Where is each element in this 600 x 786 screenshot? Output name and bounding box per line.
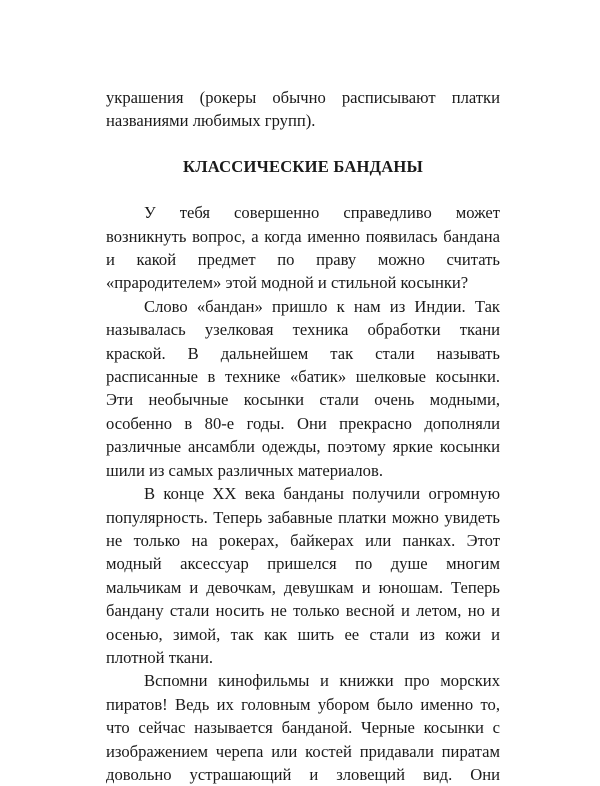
intro-paragraph: украшения (рокеры обычно расписывают платки названиями любимых групп). (106, 88, 500, 131)
paragraph-3: В конце XX века банданы получили огромную популярность. Теперь забавные платки можно увидеть не только на рокерах, байкерах или панках. Этот модный аксессуар пришелся по душе многим мальчикам и девочкам, девушкам и юношам. Теперь бандану стали носить не только весной и летом, но и осенью, зимой, так как шить ее стали из кожи и плотной ткани. (106, 484, 500, 667)
paragraph-4: Вспомни кинофильмы и книжки про морских пиратов! Ведь их головным убором было именно то, что сейчас называется банданой. Черные косынки с изображением черепа или костей придавали пиратам довольно устрашающий и зловещий вид. Они (106, 671, 500, 784)
section-heading: КЛАССИЧЕСКИЕ БАНДАНЫ (182, 156, 424, 176)
paragraph-2: Слово «бандан» пришло к нам из Индии. Так называлась узелковая техника обработки ткани краской. В дальнейшем так стали называть расписанные в технике «батик» шелковые косынки. Эти необычные косынки стали очень модными, особенно в 80-е годы. Они прекрасно дополняли различные ансамбли одежды, поэтому яркие косынки шили из самых различных материалов. (106, 296, 500, 480)
book-page (106, 86, 500, 786)
paragraph-1: У тебя совершенно справедливо может возникнуть вопрос, а когда именно появилась бандана и какой предмет по праву можно считать «прародителем» этой модной и стильной косынки? (106, 203, 500, 293)
